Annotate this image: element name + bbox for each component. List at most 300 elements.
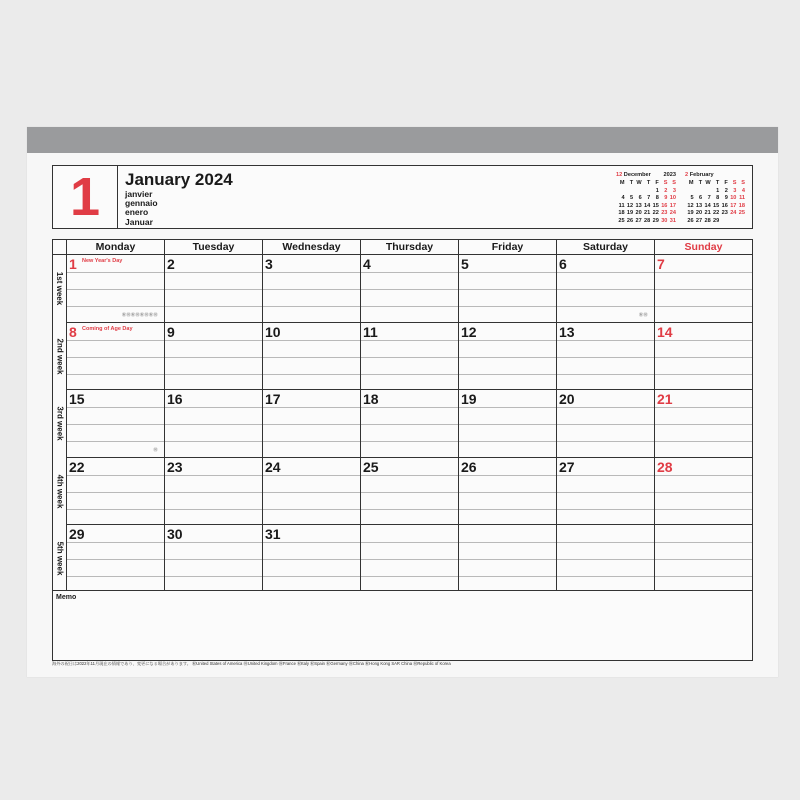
mini-day: 13 [695, 202, 703, 209]
mini-day: 22 [652, 210, 659, 217]
mini-day: 1 [655, 187, 659, 194]
day-number: 23 [167, 458, 183, 475]
writing-line [557, 424, 654, 425]
day-number: 6 [559, 256, 567, 272]
mini-day [702, 188, 711, 194]
mini-day: 15 [652, 202, 659, 209]
mini-day: 29 [713, 217, 720, 224]
writing-line [557, 509, 654, 510]
writing-line [165, 306, 262, 307]
mini-day: 9 [724, 195, 728, 202]
day-cell[interactable] [655, 255, 752, 323]
writing-line [67, 576, 164, 577]
holiday-label: Coming of Age Day [82, 325, 133, 332]
writing-line [557, 441, 654, 442]
week-label [53, 390, 67, 457]
writing-line [557, 576, 654, 577]
writing-line [67, 407, 164, 408]
mini-day: 18 [618, 210, 625, 217]
mini-weekday-label: W [705, 180, 711, 186]
writing-line [67, 306, 164, 307]
writing-line [263, 340, 360, 341]
day-number: 31 [265, 526, 281, 543]
weekday-header-wednesday: Wednesday [263, 240, 361, 254]
mini-day [694, 188, 703, 194]
day-cell[interactable] [459, 323, 557, 391]
day-cell[interactable] [361, 323, 459, 391]
writing-line [459, 492, 556, 493]
day-cell[interactable] [67, 255, 165, 323]
mini-weekday-label: F [724, 180, 728, 186]
writing-line [263, 475, 360, 476]
day-number: 5 [461, 256, 469, 272]
mini-calendar-head [616, 172, 676, 178]
weekday-header-tuesday: Tuesday [165, 240, 263, 254]
mini-weekday-label: T [715, 180, 720, 186]
mini-weekday-label: M [688, 180, 694, 186]
writing-line [655, 272, 752, 273]
writing-line [165, 374, 262, 375]
weekday-header-monday: Monday [67, 240, 165, 254]
day-number: 29 [69, 526, 85, 543]
mini-day: 4 [621, 195, 625, 202]
day-cell[interactable] [263, 458, 361, 526]
week-label-text: 3rd week [55, 406, 65, 441]
writing-line [165, 441, 262, 442]
writing-line [361, 357, 458, 358]
writing-line [361, 340, 458, 341]
writing-line [655, 357, 752, 358]
day-cell[interactable] [67, 390, 165, 458]
week-label-text: 2nd week [55, 338, 65, 375]
mini-calendar-grid [685, 180, 745, 224]
mini-day [728, 218, 737, 224]
day-cell[interactable] [165, 255, 263, 323]
writing-line [361, 475, 458, 476]
writing-line [361, 424, 458, 425]
mini-day: 21 [644, 210, 651, 217]
day-cell[interactable] [655, 458, 752, 526]
mini-day: 15 [713, 202, 720, 209]
writing-line [459, 289, 556, 290]
lang-de: Januar [125, 216, 153, 227]
writing-line [557, 340, 654, 341]
writing-line [165, 559, 262, 560]
mini-day: 9 [664, 195, 668, 202]
month-grid [52, 239, 753, 591]
mini-day [625, 188, 634, 194]
mini-day: 4 [741, 187, 745, 194]
writing-line [165, 272, 262, 273]
day-number: 17 [265, 391, 281, 408]
writing-line [361, 441, 458, 442]
day-cell[interactable] [361, 390, 459, 458]
writing-line [459, 475, 556, 476]
mini-day: 8 [716, 195, 720, 202]
writing-line [263, 576, 360, 577]
writing-line [263, 441, 360, 442]
mini-day: 29 [652, 217, 659, 224]
writing-line [67, 559, 164, 560]
writing-line [655, 374, 752, 375]
mini-day: 16 [661, 202, 668, 209]
foreign-holiday-marks: ㊖ [153, 446, 158, 452]
day-number: 8 [69, 323, 77, 340]
writing-line [165, 340, 262, 341]
mini-month-year: 2023 [663, 172, 676, 178]
weekday-header-saturday: Saturday [557, 240, 655, 254]
memo-label: Memo [56, 594, 77, 601]
writing-line [459, 509, 556, 510]
day-cell[interactable] [361, 255, 459, 323]
day-number: 26 [461, 458, 477, 475]
writing-line [459, 424, 556, 425]
day-cell[interactable] [165, 390, 263, 458]
writing-line [557, 559, 654, 560]
mini-weekday-label: T [629, 180, 634, 186]
writing-line [67, 340, 164, 341]
writing-line [263, 407, 360, 408]
day-number: 2 [167, 256, 175, 272]
holiday-footnote: 海外の祝日は2022年11月現在の情報であり、変更になる場合があります。 ㊖United States of America ㊖United Kingdom ㊖France ㊖Italy ㊖Spain ㊖Germany ㊖China ㊖Hong Kong SAR China ㊖Republic of Korea [52, 661, 451, 666]
writing-line [459, 357, 556, 358]
writing-line [67, 289, 164, 290]
day-cell[interactable] [361, 458, 459, 526]
day-cell[interactable] [67, 323, 165, 391]
mini-day: 16 [721, 202, 728, 209]
writing-line [165, 424, 262, 425]
writing-line [263, 374, 360, 375]
mini-month-name: December [623, 172, 651, 178]
writing-line [361, 289, 458, 290]
lang-it: gennaio [125, 198, 158, 209]
day-cell[interactable] [459, 458, 557, 526]
grid-corner [53, 240, 67, 254]
month-number: 1 [53, 166, 118, 228]
day-cell[interactable] [557, 390, 655, 458]
weekday-header-thursday: Thursday [361, 240, 459, 254]
calendar-sheet [27, 127, 778, 677]
writing-line [361, 306, 458, 307]
mini-day: 17 [669, 202, 676, 209]
mini-day: 26 [626, 217, 634, 224]
writing-line [165, 475, 262, 476]
writing-line [263, 509, 360, 510]
writing-line [67, 492, 164, 493]
writing-line [459, 576, 556, 577]
writing-line [165, 289, 262, 290]
top-bar [27, 127, 778, 153]
writing-line [459, 306, 556, 307]
mini-weekday-label: W [636, 180, 642, 186]
day-number: 21 [657, 391, 673, 408]
writing-line [655, 289, 752, 290]
mini-day: 7 [647, 195, 651, 202]
writing-line [655, 441, 752, 442]
mini-calendar-grid [616, 180, 676, 224]
day-cell[interactable] [557, 458, 655, 526]
day-cell[interactable] [655, 390, 752, 458]
day-cell[interactable] [263, 390, 361, 458]
writing-line [165, 542, 262, 543]
day-cell[interactable] [165, 458, 263, 526]
day-cell[interactable] [459, 255, 557, 323]
writing-line [655, 492, 752, 493]
day-number: 20 [559, 391, 575, 408]
writing-line [361, 542, 458, 543]
day-cell[interactable] [263, 525, 361, 590]
day-number: 16 [167, 391, 183, 408]
mini-day: 17 [730, 202, 737, 209]
mini-calendar-december [616, 172, 676, 224]
day-number: 19 [461, 391, 477, 408]
writing-line [263, 559, 360, 560]
foreign-holiday-marks: ㊖㊖㊖㊖㊖㊖㊖㊖ [122, 311, 158, 317]
day-cell[interactable] [557, 255, 655, 323]
day-cell[interactable] [263, 323, 361, 391]
mini-weekday-label: S [672, 180, 676, 186]
day-number: 13 [559, 323, 575, 340]
writing-line [67, 424, 164, 425]
mini-weekday-label: F [655, 180, 659, 186]
writing-line [263, 357, 360, 358]
writing-line [557, 374, 654, 375]
day-cell[interactable] [655, 323, 752, 391]
day-cell[interactable] [361, 525, 459, 590]
day-number: 14 [657, 323, 673, 340]
writing-line [165, 492, 262, 493]
day-number: 11 [363, 323, 378, 340]
day-number: 3 [265, 256, 273, 272]
week-label [53, 458, 67, 525]
writing-line [459, 340, 556, 341]
mini-day: 5 [630, 195, 634, 202]
writing-line [263, 424, 360, 425]
writing-line [655, 576, 752, 577]
mini-day: 10 [669, 195, 676, 202]
writing-line [459, 441, 556, 442]
day-number: 27 [559, 458, 575, 475]
writing-line [165, 509, 262, 510]
mini-day: 3 [733, 187, 737, 194]
day-cell[interactable] [67, 458, 165, 526]
writing-line [557, 492, 654, 493]
mini-month-number: 12 [616, 172, 623, 178]
writing-line [655, 306, 752, 307]
mini-day: 24 [669, 210, 676, 217]
mini-day: 25 [738, 210, 745, 217]
day-cell[interactable] [67, 525, 165, 590]
mini-day: 7 [707, 195, 711, 202]
writing-line [67, 475, 164, 476]
writing-line [67, 374, 164, 375]
day-cell[interactable] [165, 525, 263, 590]
writing-line [361, 374, 458, 375]
weekday-header-sunday: Sunday [684, 241, 723, 253]
writing-line [557, 357, 654, 358]
writing-line [165, 407, 262, 408]
writing-line [557, 475, 654, 476]
mini-day [719, 218, 728, 224]
writing-line [655, 475, 752, 476]
mini-day: 27 [635, 217, 642, 224]
week-label-text: 1st week [55, 271, 65, 306]
writing-line [459, 374, 556, 375]
day-cell[interactable] [557, 323, 655, 391]
mini-calendar-head [685, 172, 745, 178]
writing-line [361, 559, 458, 560]
mini-weekday-label: S [732, 180, 737, 186]
mini-day: 23 [661, 210, 668, 217]
writing-line [459, 407, 556, 408]
writing-line [361, 509, 458, 510]
writing-line [263, 542, 360, 543]
day-number: 15 [69, 391, 85, 408]
mini-weekday-label: M [619, 180, 625, 186]
day-number: 22 [69, 458, 85, 475]
writing-line [263, 306, 360, 307]
day-cell[interactable] [655, 525, 752, 590]
mini-day: 1 [716, 187, 720, 194]
writing-line [655, 509, 752, 510]
writing-line [361, 272, 458, 273]
writing-line [361, 407, 458, 408]
mini-day: 10 [730, 195, 737, 202]
mini-day: 18 [738, 202, 745, 209]
mini-month-name: February [689, 172, 714, 178]
writing-line [67, 542, 164, 543]
writing-line [361, 576, 458, 577]
mini-day [633, 188, 642, 194]
week-label [53, 323, 67, 390]
day-number: 28 [657, 458, 673, 475]
writing-line [459, 272, 556, 273]
writing-line [165, 357, 262, 358]
mini-day [616, 188, 625, 194]
writing-line [557, 272, 654, 273]
memo-area [52, 591, 753, 661]
writing-line [557, 542, 654, 543]
writing-line [557, 306, 654, 307]
writing-line [165, 576, 262, 577]
writing-line [263, 492, 360, 493]
day-cell[interactable] [557, 525, 655, 590]
day-number: 7 [657, 256, 665, 272]
foreign-holiday-marks: ㊖㊖ [639, 311, 648, 317]
week-label [53, 525, 67, 592]
mini-day: 8 [655, 195, 659, 202]
mini-day: 30 [661, 217, 668, 224]
writing-line [459, 542, 556, 543]
day-number: 10 [265, 323, 281, 340]
mini-day: 24 [730, 210, 737, 217]
weekday-header-friday: Friday [459, 240, 557, 254]
mini-day [685, 188, 694, 194]
day-number: 9 [167, 323, 175, 340]
writing-line [557, 289, 654, 290]
day-number: 1 [69, 256, 77, 272]
writing-line [263, 272, 360, 273]
week-label-text: 4th week [55, 474, 65, 509]
writing-line [67, 509, 164, 510]
mini-weekday-label: S [741, 180, 745, 186]
lang-fr: janvier [125, 189, 153, 199]
week-label-text: 5th week [55, 541, 65, 576]
day-number: 12 [461, 323, 477, 340]
mini-day: 28 [704, 217, 711, 224]
writing-line [655, 542, 752, 543]
writing-line [557, 407, 654, 408]
mini-day: 19 [626, 210, 634, 217]
lang-es: enero [125, 207, 149, 218]
writing-line [67, 272, 164, 273]
mini-weekday-label: S [663, 180, 668, 186]
mini-day [736, 218, 745, 224]
mini-day: 20 [635, 210, 642, 217]
writing-line [655, 559, 752, 560]
day-cell[interactable] [459, 390, 557, 458]
mini-month-number: 2 [685, 172, 689, 178]
writing-line [655, 340, 752, 341]
mini-day: 19 [687, 210, 694, 217]
mini-day: 6 [699, 195, 703, 202]
mini-day: 2 [724, 187, 728, 194]
mini-day: 6 [638, 195, 642, 202]
mini-weekday-label: T [646, 180, 651, 186]
day-cell[interactable] [165, 323, 263, 391]
day-number: 24 [265, 458, 281, 475]
mini-day: 21 [704, 210, 711, 217]
mini-day: 31 [669, 217, 676, 224]
mini-day: 11 [618, 202, 625, 209]
mini-day: 2 [664, 187, 668, 194]
holiday-label: New Year's Day [82, 258, 123, 264]
day-number: 18 [363, 391, 379, 408]
mini-day: 11 [739, 195, 745, 202]
mini-day: 22 [713, 210, 720, 217]
mini-calendar-february [685, 172, 745, 224]
writing-line [263, 289, 360, 290]
mini-day: 14 [704, 202, 711, 209]
week-label [53, 255, 67, 322]
day-number: 4 [363, 256, 371, 272]
month-header [52, 165, 753, 229]
mini-day: 12 [626, 202, 634, 209]
mini-day: 23 [721, 210, 728, 217]
mini-day [642, 188, 651, 194]
day-cell[interactable] [459, 525, 557, 590]
day-number: 30 [167, 526, 183, 543]
mini-weekday-label: T [698, 180, 703, 186]
mini-day: 25 [618, 217, 625, 224]
month-title: January 2024 [125, 170, 233, 189]
writing-line [655, 407, 752, 408]
mini-day: 13 [635, 202, 642, 209]
writing-line [361, 492, 458, 493]
mini-day: 27 [695, 217, 703, 224]
mini-day: 28 [644, 217, 651, 224]
writing-line [459, 559, 556, 560]
writing-line [655, 424, 752, 425]
mini-day: 26 [687, 217, 694, 224]
mini-day: 14 [644, 202, 651, 209]
writing-line [67, 441, 164, 442]
writing-line [67, 357, 164, 358]
day-cell[interactable] [263, 255, 361, 323]
month-translations [125, 190, 158, 227]
day-number: 25 [363, 458, 379, 475]
mini-day: 20 [695, 210, 703, 217]
